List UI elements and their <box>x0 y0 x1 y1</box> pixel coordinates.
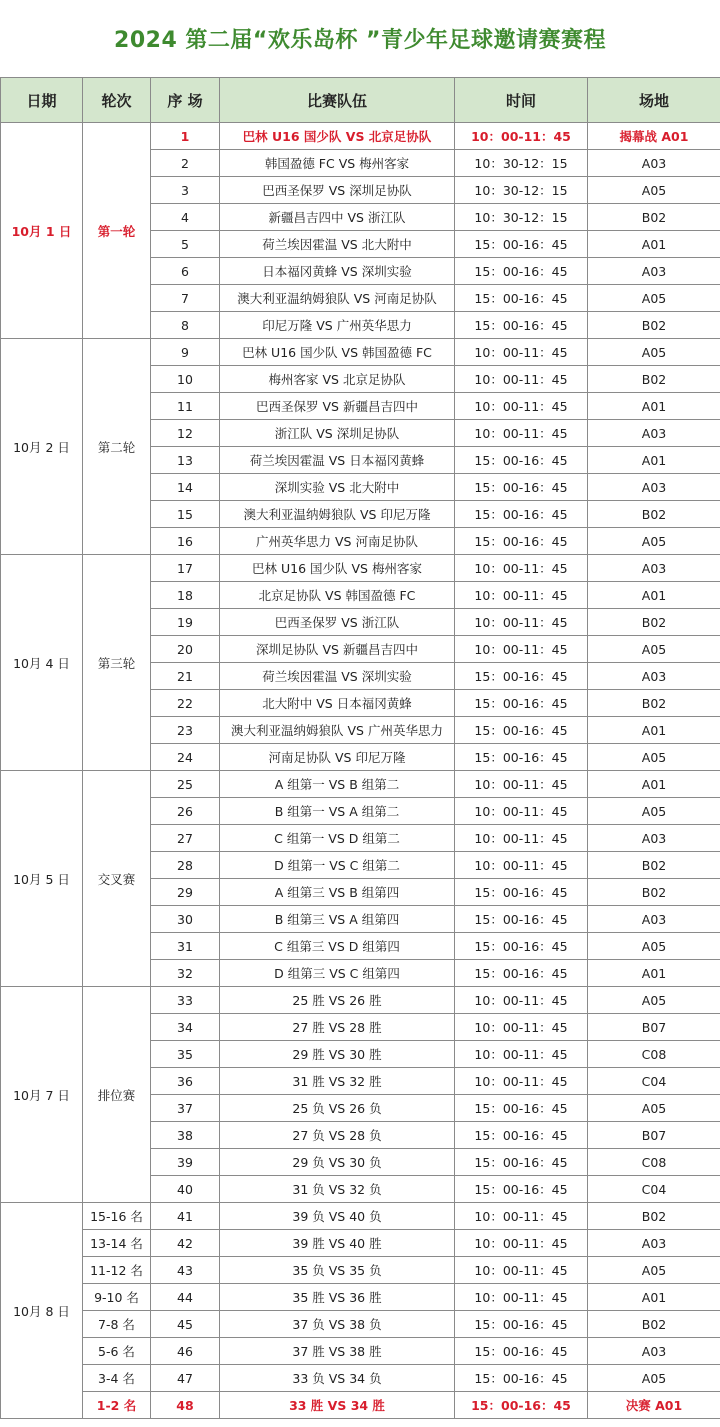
match-venue: A03 <box>588 906 720 933</box>
match-venue: A03 <box>588 825 720 852</box>
match-venue: A01 <box>588 771 720 798</box>
match-number: 47 <box>151 1365 220 1392</box>
match-time: 10：00-11：45 <box>455 393 588 420</box>
match-number: 2 <box>151 150 220 177</box>
match-teams: 35 胜 VS 36 胜 <box>220 1284 455 1311</box>
match-row <box>1 771 720 798</box>
match-teams: 澳大利亚温纳姆狼队 VS 印尼万隆 <box>220 501 455 528</box>
match-venue: C08 <box>588 1041 720 1068</box>
rank-cell: 13-14 名 <box>83 1230 151 1257</box>
match-teams: 29 胜 VS 30 胜 <box>220 1041 455 1068</box>
match-time: 10：30-12：15 <box>455 150 588 177</box>
match-number: 4 <box>151 204 220 231</box>
header-teams: 比赛队伍 <box>220 78 455 123</box>
match-number: 14 <box>151 474 220 501</box>
match-teams: 29 负 VS 30 负 <box>220 1149 455 1176</box>
match-number: 48 <box>151 1392 220 1419</box>
match-time: 10：00-11：45 <box>455 1068 588 1095</box>
match-teams: D 组第三 VS C 组第四 <box>220 960 455 987</box>
match-row <box>1 1392 720 1419</box>
match-teams: 39 胜 VS 40 胜 <box>220 1230 455 1257</box>
match-time: 10：00-11：45 <box>455 636 588 663</box>
match-time: 10：00-11：45 <box>455 1203 588 1230</box>
match-teams: A 组第一 VS B 组第二 <box>220 771 455 798</box>
match-time: 10：00-11：45 <box>455 582 588 609</box>
match-venue: A03 <box>588 663 720 690</box>
match-teams: C 组第一 VS D 组第二 <box>220 825 455 852</box>
match-number: 43 <box>151 1257 220 1284</box>
match-venue: A05 <box>588 1257 720 1284</box>
rank-cell: 7-8 名 <box>83 1311 151 1338</box>
match-teams: 33 胜 VS 34 胜 <box>220 1392 455 1419</box>
match-venue: A05 <box>588 636 720 663</box>
match-row <box>1 123 720 150</box>
match-time: 10：00-11：45 <box>455 852 588 879</box>
match-teams: 澳大利亚温纳姆狼队 VS 河南足协队 <box>220 285 455 312</box>
match-teams: 31 负 VS 32 负 <box>220 1176 455 1203</box>
match-time: 10：00-11：45 <box>455 123 588 150</box>
match-venue: B02 <box>588 879 720 906</box>
match-time: 15：00-16：45 <box>455 231 588 258</box>
match-time: 10：00-11：45 <box>455 798 588 825</box>
match-time: 10：00-11：45 <box>455 771 588 798</box>
match-number: 35 <box>151 1041 220 1068</box>
match-teams: A 组第三 VS B 组第四 <box>220 879 455 906</box>
match-number: 26 <box>151 798 220 825</box>
match-teams: 印尼万隆 VS 广州英华思力 <box>220 312 455 339</box>
match-venue: A05 <box>588 798 720 825</box>
match-time: 15：00-16：45 <box>455 879 588 906</box>
rank-cell: 3-4 名 <box>83 1365 151 1392</box>
match-venue: B02 <box>588 852 720 879</box>
match-time: 15：00-16：45 <box>455 1095 588 1122</box>
match-time: 15：00-16：45 <box>455 447 588 474</box>
match-venue: 决赛 A01 <box>588 1392 720 1419</box>
match-number: 28 <box>151 852 220 879</box>
match-time: 15：00-16：45 <box>455 1365 588 1392</box>
match-row <box>1 1338 720 1365</box>
match-time: 10：00-11：45 <box>455 420 588 447</box>
match-time: 10：30-12：15 <box>455 204 588 231</box>
match-venue: A03 <box>588 1230 720 1257</box>
header-time: 时间 <box>455 78 588 123</box>
schedule-body <box>1 123 720 1419</box>
match-number: 25 <box>151 771 220 798</box>
match-row <box>1 987 720 1014</box>
match-time: 15：00-16：45 <box>455 933 588 960</box>
match-time: 15：00-16：45 <box>455 258 588 285</box>
match-number: 38 <box>151 1122 220 1149</box>
match-venue: A03 <box>588 258 720 285</box>
match-time: 10：30-12：15 <box>455 177 588 204</box>
match-venue: A01 <box>588 231 720 258</box>
match-venue: B02 <box>588 501 720 528</box>
match-teams: 巴林 U16 国少队 VS 梅州客家 <box>220 555 455 582</box>
match-teams: 荷兰埃因霍温 VS 北大附中 <box>220 231 455 258</box>
match-venue: A01 <box>588 582 720 609</box>
match-time: 15：00-16：45 <box>455 285 588 312</box>
match-teams: 巴林 U16 国少队 VS 韩国盈德 FC <box>220 339 455 366</box>
match-number: 16 <box>151 528 220 555</box>
match-venue: A05 <box>588 744 720 771</box>
match-venue: A01 <box>588 1284 720 1311</box>
match-teams: 荷兰埃因霍温 VS 深圳实验 <box>220 663 455 690</box>
match-row <box>1 1257 720 1284</box>
match-number: 31 <box>151 933 220 960</box>
rank-cell: 11-12 名 <box>83 1257 151 1284</box>
match-venue: A05 <box>588 339 720 366</box>
match-venue: A05 <box>588 933 720 960</box>
match-venue: 揭幕战 A01 <box>588 123 720 150</box>
match-number: 9 <box>151 339 220 366</box>
match-teams: 37 负 VS 38 负 <box>220 1311 455 1338</box>
match-venue: A01 <box>588 717 720 744</box>
match-teams: 荷兰埃因霍温 VS 日本福冈黄蜂 <box>220 447 455 474</box>
match-time: 10：00-11：45 <box>455 1284 588 1311</box>
match-venue: A03 <box>588 150 720 177</box>
header-row <box>1 78 720 123</box>
match-teams: 25 负 VS 26 负 <box>220 1095 455 1122</box>
match-row <box>1 1230 720 1257</box>
match-time: 15：00-16：45 <box>455 744 588 771</box>
match-number: 22 <box>151 690 220 717</box>
match-number: 32 <box>151 960 220 987</box>
match-time: 15：00-16：45 <box>455 1392 588 1419</box>
match-teams: 27 负 VS 28 负 <box>220 1122 455 1149</box>
match-time: 15：00-16：45 <box>455 474 588 501</box>
match-number: 30 <box>151 906 220 933</box>
match-number: 8 <box>151 312 220 339</box>
match-venue: A05 <box>588 285 720 312</box>
match-number: 20 <box>151 636 220 663</box>
match-row <box>1 1203 720 1230</box>
match-time: 15：00-16：45 <box>455 960 588 987</box>
match-time: 10：00-11：45 <box>455 339 588 366</box>
match-teams: 深圳足协队 VS 新疆昌吉四中 <box>220 636 455 663</box>
match-number: 13 <box>151 447 220 474</box>
round-cell: 交叉赛 <box>83 771 151 987</box>
match-number: 29 <box>151 879 220 906</box>
match-venue: B02 <box>588 1203 720 1230</box>
match-number: 12 <box>151 420 220 447</box>
match-venue: A05 <box>588 177 720 204</box>
match-time: 15：00-16：45 <box>455 1122 588 1149</box>
match-time: 15：00-16：45 <box>455 906 588 933</box>
match-number: 27 <box>151 825 220 852</box>
match-venue: B02 <box>588 609 720 636</box>
rank-cell: 15-16 名 <box>83 1203 151 1230</box>
header-seq: 序 场 <box>151 78 220 123</box>
match-venue: B02 <box>588 204 720 231</box>
header-round: 轮次 <box>83 78 151 123</box>
match-row <box>1 555 720 582</box>
match-venue: A05 <box>588 1365 720 1392</box>
match-time: 10：00-11：45 <box>455 1014 588 1041</box>
match-number: 3 <box>151 177 220 204</box>
match-number: 5 <box>151 231 220 258</box>
match-time: 15：00-16：45 <box>455 1338 588 1365</box>
match-teams: B 组第一 VS A 组第二 <box>220 798 455 825</box>
match-time: 15：00-16：45 <box>455 528 588 555</box>
date-cell: 10月 4 日 <box>1 555 83 771</box>
round-cell: 第三轮 <box>83 555 151 771</box>
match-venue: A03 <box>588 420 720 447</box>
match-number: 17 <box>151 555 220 582</box>
header-venue: 场地 <box>588 78 720 123</box>
match-venue: A01 <box>588 960 720 987</box>
match-teams: 33 负 VS 34 负 <box>220 1365 455 1392</box>
match-time: 15：00-16：45 <box>455 501 588 528</box>
match-number: 41 <box>151 1203 220 1230</box>
match-number: 37 <box>151 1095 220 1122</box>
date-cell: 10月 5 日 <box>1 771 83 987</box>
match-teams: 梅州客家 VS 北京足协队 <box>220 366 455 393</box>
match-teams: 37 胜 VS 38 胜 <box>220 1338 455 1365</box>
match-venue: C08 <box>588 1149 720 1176</box>
match-time: 10：00-11：45 <box>455 366 588 393</box>
match-time: 15：00-16：45 <box>455 717 588 744</box>
rank-cell: 9-10 名 <box>83 1284 151 1311</box>
match-teams: 北大附中 VS 日本福冈黄蜂 <box>220 690 455 717</box>
match-number: 39 <box>151 1149 220 1176</box>
match-teams: D 组第一 VS C 组第二 <box>220 852 455 879</box>
match-row <box>1 1365 720 1392</box>
match-venue: A05 <box>588 528 720 555</box>
match-number: 36 <box>151 1068 220 1095</box>
match-venue: A01 <box>588 447 720 474</box>
match-venue: B02 <box>588 1311 720 1338</box>
match-venue: B07 <box>588 1014 720 1041</box>
match-row <box>1 1284 720 1311</box>
rank-cell: 1-2 名 <box>83 1392 151 1419</box>
match-number: 1 <box>151 123 220 150</box>
match-teams: 35 负 VS 35 负 <box>220 1257 455 1284</box>
match-teams: 北京足协队 VS 韩国盈德 FC <box>220 582 455 609</box>
match-teams: 巴西圣保罗 VS 浙江队 <box>220 609 455 636</box>
schedule-table <box>0 77 720 1419</box>
match-teams: 韩国盈德 FC VS 梅州客家 <box>220 150 455 177</box>
match-time: 10：00-11：45 <box>455 987 588 1014</box>
match-teams: 深圳实验 VS 北大附中 <box>220 474 455 501</box>
date-cell: 10月 2 日 <box>1 339 83 555</box>
match-venue: A01 <box>588 393 720 420</box>
match-teams: 浙江队 VS 深圳足协队 <box>220 420 455 447</box>
match-venue: B02 <box>588 366 720 393</box>
match-number: 21 <box>151 663 220 690</box>
match-number: 34 <box>151 1014 220 1041</box>
match-number: 24 <box>151 744 220 771</box>
date-cell: 10月 1 日 <box>1 123 83 339</box>
header-date: 日期 <box>1 78 83 123</box>
match-number: 7 <box>151 285 220 312</box>
match-time: 15：00-16：45 <box>455 1311 588 1338</box>
match-venue: C04 <box>588 1068 720 1095</box>
round-cell: 第一轮 <box>83 123 151 339</box>
match-number: 46 <box>151 1338 220 1365</box>
match-venue: A05 <box>588 987 720 1014</box>
match-time: 10：00-11：45 <box>455 609 588 636</box>
rank-cell: 5-6 名 <box>83 1338 151 1365</box>
date-cell: 10月 8 日 <box>1 1203 83 1419</box>
match-venue: A05 <box>588 1095 720 1122</box>
match-teams: 澳大利亚温纳姆狼队 VS 广州英华思力 <box>220 717 455 744</box>
match-teams: 39 负 VS 40 负 <box>220 1203 455 1230</box>
match-time: 15：00-16：45 <box>455 1176 588 1203</box>
match-number: 15 <box>151 501 220 528</box>
match-time: 10：00-11：45 <box>455 1041 588 1068</box>
match-time: 15：00-16：45 <box>455 663 588 690</box>
match-teams: 巴西圣保罗 VS 深圳足协队 <box>220 177 455 204</box>
match-teams: 巴西圣保罗 VS 新疆昌吉四中 <box>220 393 455 420</box>
page-title: 2024 第二届“欢乐岛杯 ”青少年足球邀请赛赛程 <box>114 28 606 53</box>
match-venue: B02 <box>588 690 720 717</box>
round-cell: 排位赛 <box>83 987 151 1203</box>
match-teams: 巴林 U16 国少队 VS 北京足协队 <box>220 123 455 150</box>
match-time: 10：00-11：45 <box>455 1257 588 1284</box>
match-number: 23 <box>151 717 220 744</box>
match-teams: 日本福冈黄蜂 VS 深圳实验 <box>220 258 455 285</box>
match-number: 33 <box>151 987 220 1014</box>
match-teams: 31 胜 VS 32 胜 <box>220 1068 455 1095</box>
match-teams: B 组第三 VS A 组第四 <box>220 906 455 933</box>
match-number: 44 <box>151 1284 220 1311</box>
match-teams: 27 胜 VS 28 胜 <box>220 1014 455 1041</box>
match-time: 15：00-16：45 <box>455 1149 588 1176</box>
match-number: 19 <box>151 609 220 636</box>
match-number: 10 <box>151 366 220 393</box>
match-number: 6 <box>151 258 220 285</box>
match-teams: C 组第三 VS D 组第四 <box>220 933 455 960</box>
match-venue: A03 <box>588 555 720 582</box>
match-number: 18 <box>151 582 220 609</box>
match-teams: 广州英华思力 VS 河南足协队 <box>220 528 455 555</box>
match-venue: B07 <box>588 1122 720 1149</box>
match-row <box>1 1311 720 1338</box>
match-number: 11 <box>151 393 220 420</box>
match-venue: C04 <box>588 1176 720 1203</box>
match-time: 15：00-16：45 <box>455 690 588 717</box>
match-time: 10：00-11：45 <box>455 555 588 582</box>
match-teams: 河南足协队 VS 印尼万隆 <box>220 744 455 771</box>
date-cell: 10月 7 日 <box>1 987 83 1203</box>
match-row <box>1 339 720 366</box>
round-cell: 第二轮 <box>83 339 151 555</box>
match-time: 10：00-11：45 <box>455 825 588 852</box>
match-venue: B02 <box>588 312 720 339</box>
match-time: 15：00-16：45 <box>455 312 588 339</box>
match-time: 10：00-11：45 <box>455 1230 588 1257</box>
match-venue: A03 <box>588 1338 720 1365</box>
match-venue: A03 <box>588 474 720 501</box>
match-number: 45 <box>151 1311 220 1338</box>
match-number: 40 <box>151 1176 220 1203</box>
match-number: 42 <box>151 1230 220 1257</box>
match-teams: 新疆昌吉四中 VS 浙江队 <box>220 204 455 231</box>
match-teams: 25 胜 VS 26 胜 <box>220 987 455 1014</box>
